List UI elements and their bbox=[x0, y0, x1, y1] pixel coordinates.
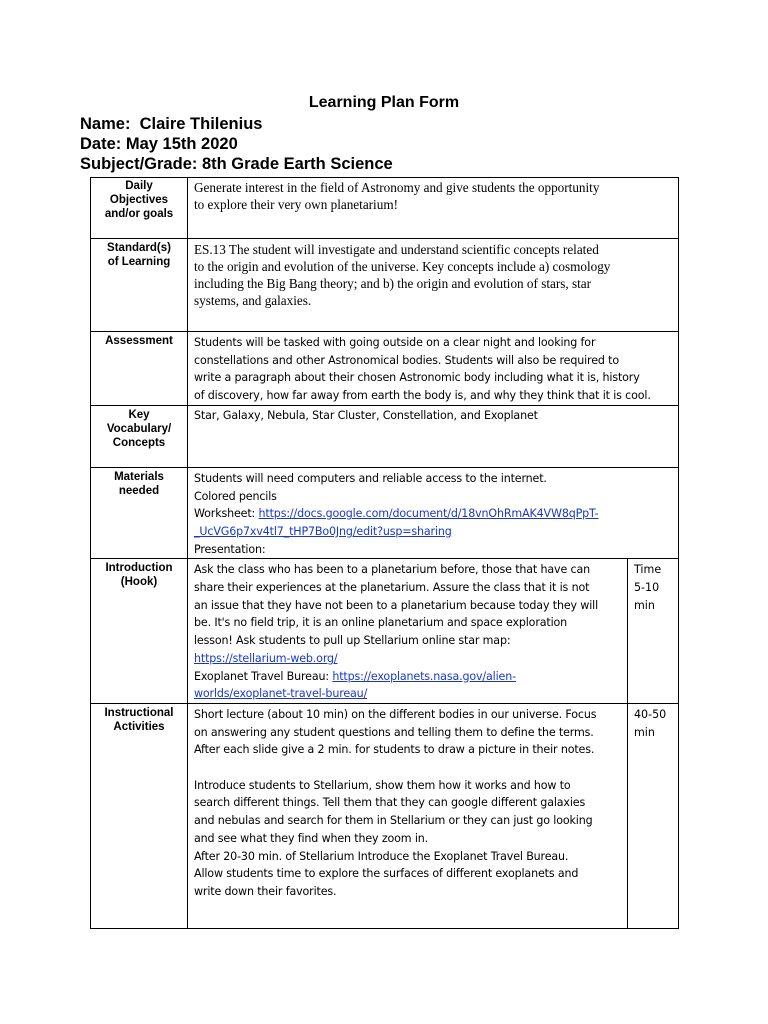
document-title: Learning Plan Form bbox=[308, 94, 460, 111]
subject-label: Subject/Grade: bbox=[80, 155, 198, 173]
row-vocabulary bbox=[91, 405, 679, 467]
materials-label: Materials needed bbox=[91, 467, 188, 559]
date-line bbox=[80, 135, 238, 154]
introduction-content: Ask the class who has been to a planetarium before, those that have can share their experiences at the planetarium. Assure the class that it is not an issue that they have not been to a planetarium because today they will be. It's no field trip, it is an online planetarium and space exploration lesson! Ask students to pull up Stellarium online star map: https://stellarium-web.org/ Exoplanet Travel Bureau: https://exoplanets.nasa.gov/alien- worlds/exoplanet-travel-bureau/ bbox=[188, 559, 628, 704]
stellarium-link[interactable]: https://stellarium-web.org/ bbox=[194, 651, 338, 665]
worksheet-link-continued[interactable]: _UcVG6p7xv4tl7_tHP7Bo0Jng/edit?usp=sharing bbox=[194, 524, 452, 538]
objectives-label: Daily Objectives and/or goals bbox=[91, 178, 188, 239]
subject-value: 8th Grade Earth Science bbox=[201, 155, 393, 173]
activities-content: Short lecture (about 10 min) on the different bodies in our universe. Focus on answering any student questions and telling them to define the terms. After each slide give a 2 min. for students to draw a picture in their notes. Introduce students to Stellarium, show them how it works and how to search different things. Tell them that they can google different galaxies and nebulas and search for them in Stellarium or they can just go looking and see what they find when they zoom in. After 20-30 min. of Stellarium Introduce the Exoplanet Travel Bureau. Allow students time to explore the surfaces of different exoplanets and write down their favorites. bbox=[188, 703, 628, 928]
activities-label: Instructional Activities bbox=[91, 703, 188, 928]
date-value: May 15th 2020 bbox=[125, 135, 238, 153]
row-assessment bbox=[91, 332, 679, 406]
worksheet-link[interactable]: https://docs.google.com/document/d/18vnOhRmAK4VW8qPpT- bbox=[258, 507, 599, 521]
row-activities bbox=[91, 703, 679, 928]
row-standards bbox=[91, 239, 679, 332]
standards-label: Standard(s) of Learning bbox=[91, 239, 188, 332]
presentation-label: Presentation: bbox=[194, 542, 266, 556]
assessment-label: Assessment bbox=[91, 332, 188, 406]
vocabulary-label: Key Vocabulary/ Concepts bbox=[91, 405, 188, 467]
exoplanet-bureau-link[interactable]: https://exoplanets.nasa.gov/alien- bbox=[332, 669, 516, 683]
name-line bbox=[80, 115, 262, 134]
standards-content: ES.13 The student will investigate and understand scientific concepts related to the origin and evolution of the universe. Key concepts include a) cosmology including the Big Bang theory; and b) the origin and evolution of stars, star systems, and galaxies. bbox=[188, 239, 679, 332]
name-label: Name: bbox=[80, 115, 131, 133]
vocabulary-content: Star, Galaxy, Nebula, Star Cluster, Constellation, and Exoplanet bbox=[188, 405, 679, 467]
introduction-label: Introduction (Hook) bbox=[91, 559, 188, 704]
introduction-time: Time 5-10 min bbox=[628, 559, 679, 704]
learning-plan-table bbox=[90, 177, 679, 929]
materials-content: Students will need computers and reliable access to the internet. Colored pencils Worksheet: https://docs.google.com/document/d/18vnOhRmAK4VW8qPpT- _UcVG6p7xv4tl7_tHP7Bo0Jng/edit?usp=sharing Presentation: bbox=[188, 467, 679, 559]
date-label: Date: bbox=[80, 135, 122, 153]
row-introduction bbox=[91, 559, 679, 704]
assessment-content: Students will be tasked with going outside on a clear night and looking for constellations and other Astronomical bodies. Students will also be required to write a paragraph about their chosen Astronomic body including what it is, history of discovery, how far away from earth the body is, and why they think that it is cool. bbox=[188, 332, 679, 406]
name-value: Claire Thilenius bbox=[139, 115, 263, 133]
exoplanet-bureau-link-continued[interactable]: worlds/exoplanet-travel-bureau/ bbox=[194, 687, 368, 701]
activities-time: 40-50 min bbox=[628, 703, 679, 928]
objectives-content: Generate interest in the field of Astronomy and give students the opportunity to explore their very own planetarium! bbox=[188, 178, 679, 239]
row-materials bbox=[91, 467, 679, 559]
row-objectives bbox=[91, 178, 679, 239]
subject-line bbox=[80, 155, 393, 174]
